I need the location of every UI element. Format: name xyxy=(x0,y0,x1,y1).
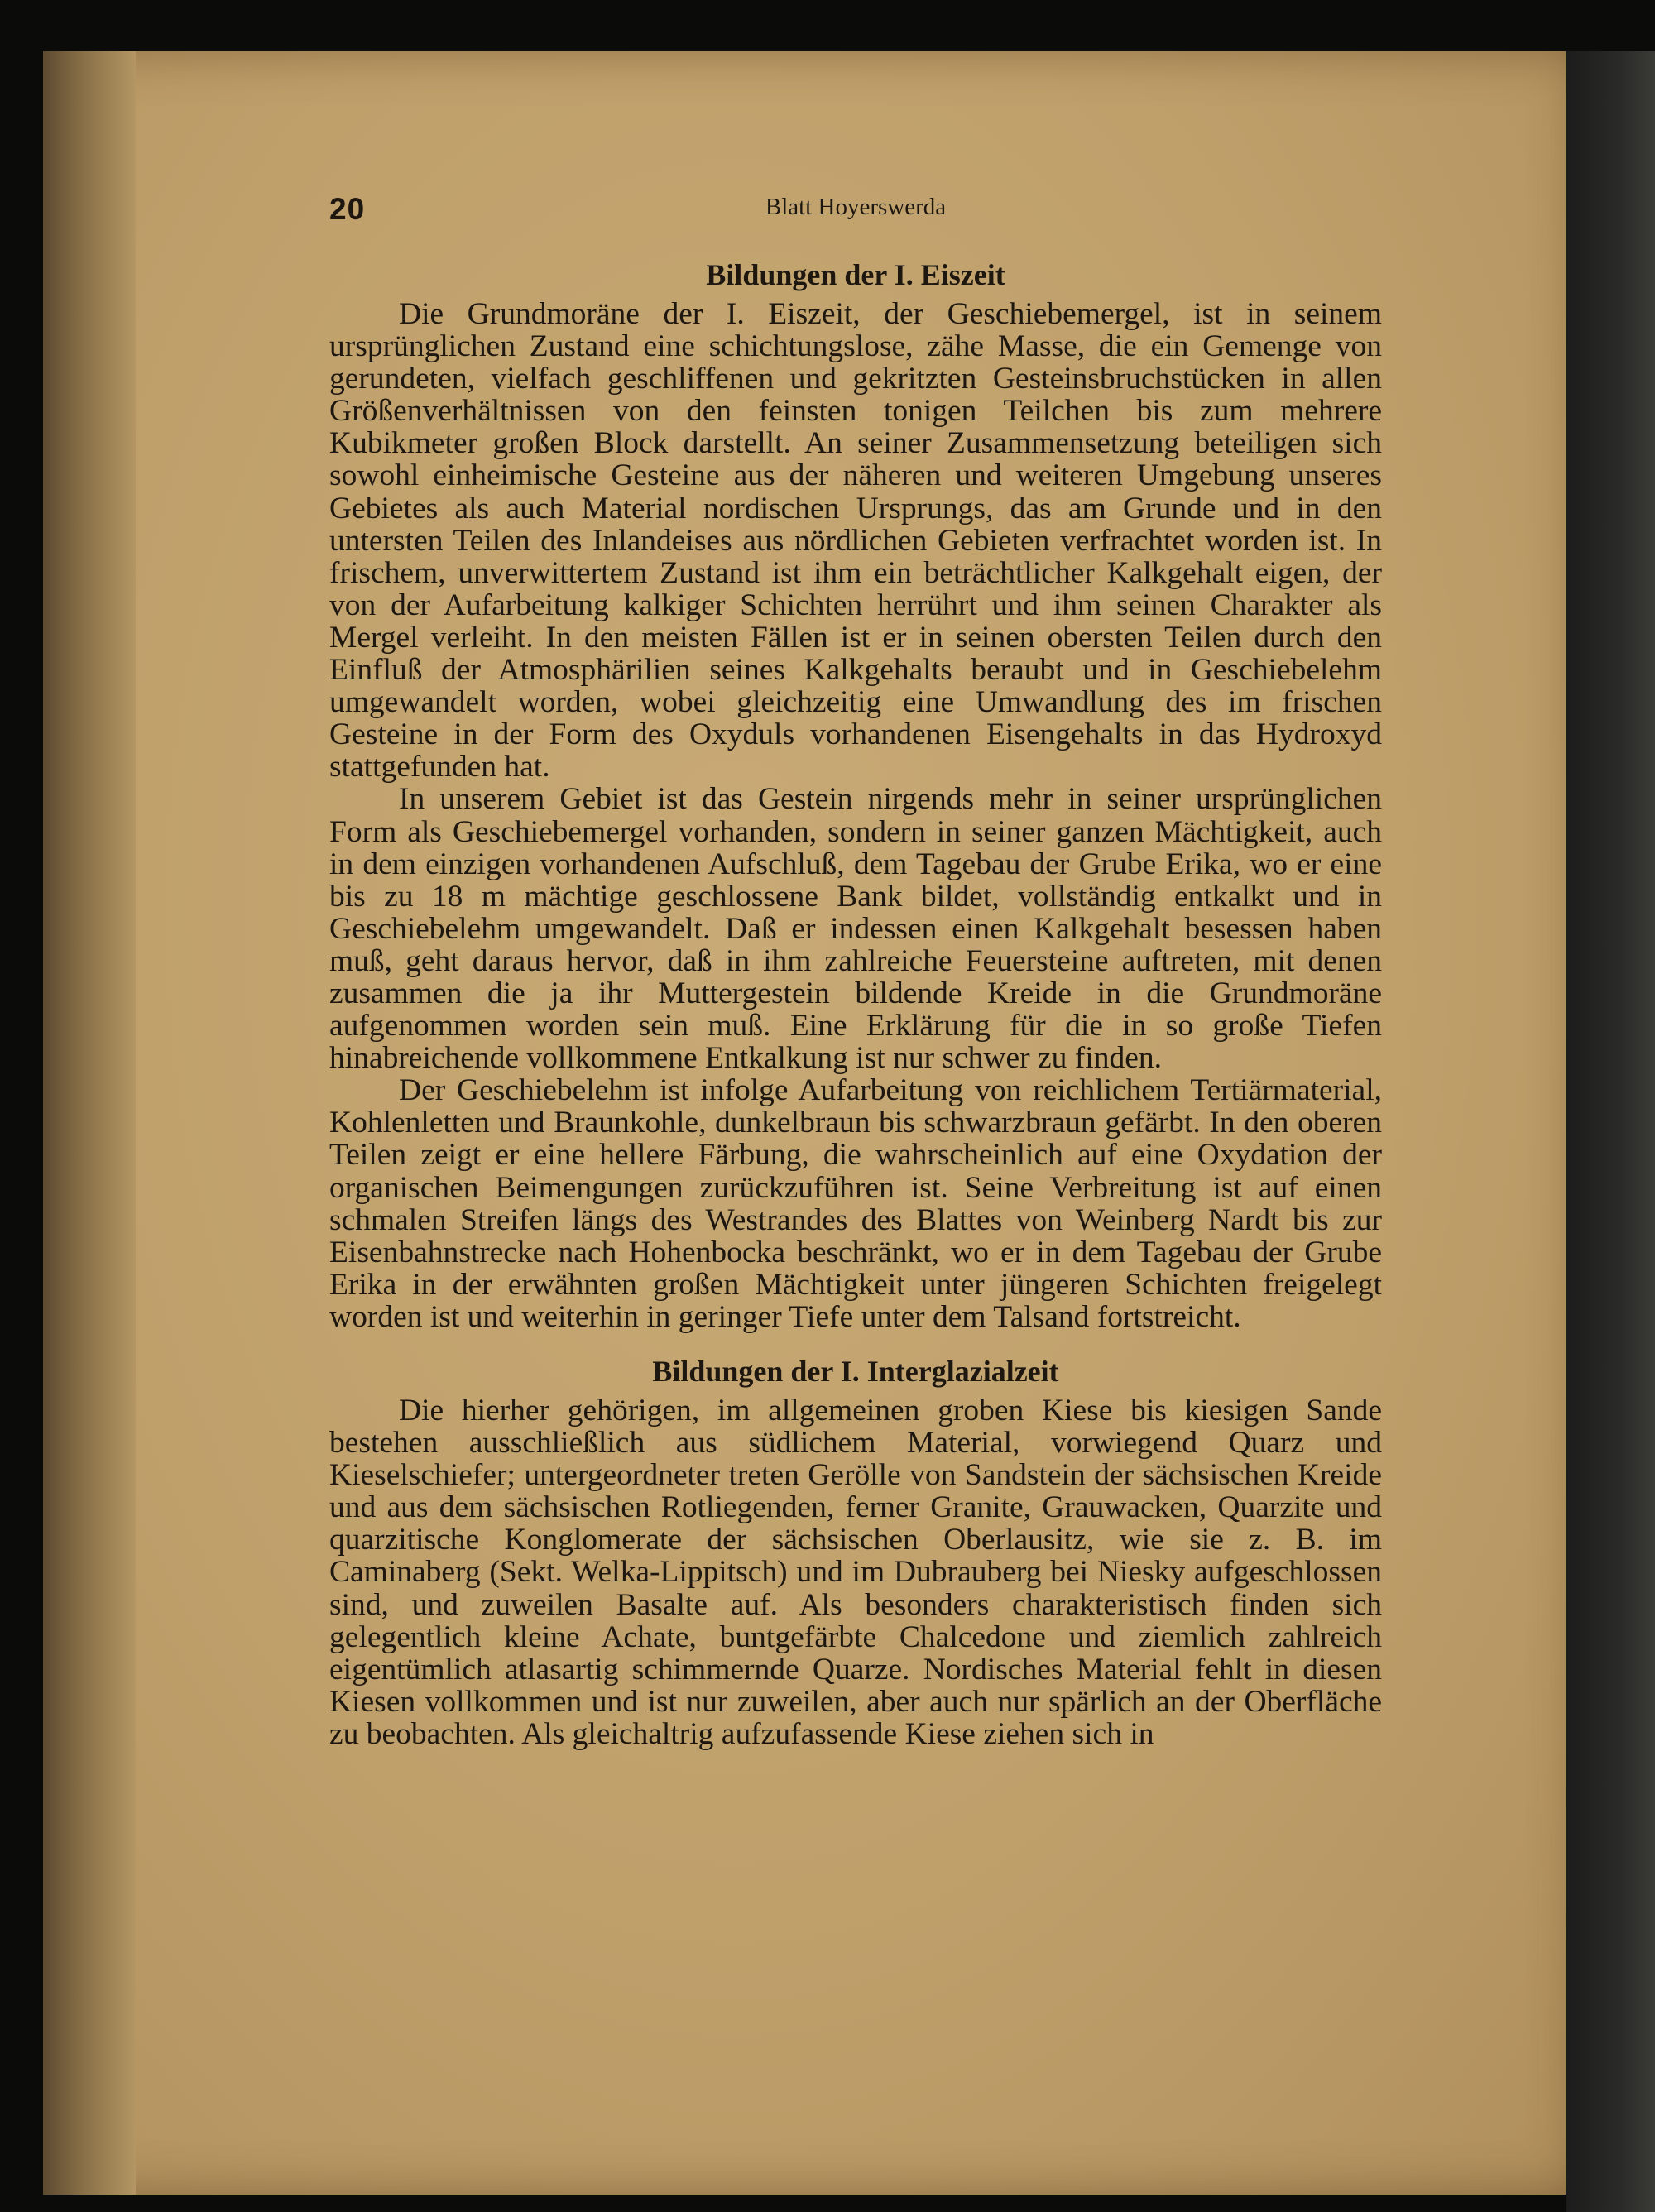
paragraph: Die hierher gehörigen, im allgemeinen groben Kiese bis kiesigen Sande bestehen ausschließlich aus südlichem Material, vorwiegend Quarz und Kieselschiefer; untergeordneter treten Gerölle von Sandstein der sächsischen Kreide und aus dem sächsischen Rotliegenden, ferner Granite, Grauwacken, Quarzite und quarzitische Konglomerate der sächsischen Oberlausitz, wie sie z. B. im Caminaberg (Sekt. Welka-Lippitsch) und im Dubrauberg bei Niesky aufgeschlossen sind, und zuweilen Basalte auf. Als besonders charakteristisch finden sich gelegentlich kleine Achate, buntgefärbte Chalcedone und ziemlich zahlreich eigentümlich atlasartig schimmernde Quarze. Nordisches Material fehlt in diesen Kiesen vollkommen und ist nur zuweilen, aber auch nur spärlich an der Oberfläche zu beobachten. Als gleichaltrig aufzufassende Kiese ziehen sich in xyxy=(329,1394,1382,1751)
section-spacer xyxy=(329,1333,1382,1341)
section-first-ice-age xyxy=(329,255,1382,1333)
facing-page-edge xyxy=(1566,51,1655,2212)
section-heading: Bildungen der I. Eiszeit xyxy=(706,258,1005,291)
section-first-interglacial xyxy=(329,1351,1382,1750)
paragraph: Der Geschiebelehm ist infolge Aufarbeitung von reichlichem Tertiärmaterial, Kohlenletten und Braunkohle, dunkelbraun bis schwarzbraun gefärbt. In den oberen Teilen zeigt er eine hellere Färbung, die wahrscheinlich auf eine Oxydation der organischen Beimengungen zurückzuführen ist. Seine Verbreitung ist auf einen schmalen Streifen längs des Westrandes des Blattes von Weinberg Nardt bis zur Eisenbahnstrecke nach Hohenbocka beschränkt, wo er in dem Tagebau der Grube Erika in der erwähnten großen Mächtigkeit unter jüngeren Schichten freigelegt worden ist und weiterhin in geringer Tiefe unter dem Talsand fortstreicht. xyxy=(329,1073,1382,1334)
page-gutter xyxy=(43,51,136,2195)
page-content xyxy=(329,192,1382,1750)
section-heading: Bildungen der I. Interglazialzeit xyxy=(652,1355,1059,1388)
paragraph: In unserem Gebiet ist das Gestein nirgends mehr in seiner ursprünglichen Form als Geschiebemergel vorhanden, sondern in seiner ganzen Mächtigkeit, auch in dem einzigen vorhandenen Aufschluß, dem Tagebau der Grube Erika, wo er eine bis zu 18 m mächtige geschlossene Bank bildet, vollständig entkalkt und in Geschiebelehm umgewandelt. Daß er indessen einen Kalkgehalt besessen haben muß, geht daraus hervor, daß in ihm zahlreiche Feuersteine auftreten, mit denen zusammen die ja ihr Muttergestein bildende Kreide in die Grundmoräne aufgenommen worden sein muß. Eine Erklärung für die in so große Tiefen hinabreichende vollkommene Entkalkung ist nur schwer zu finden. xyxy=(329,782,1382,1076)
running-title: Blatt Hoyerswerda xyxy=(765,194,947,220)
running-head xyxy=(329,192,1382,245)
page-number: 20 xyxy=(329,192,366,226)
paragraph: Die Grundmoräne der I. Eiszeit, der Geschiebemergel, ist in seinem ursprünglichen Zustand eine schichtungslose, zähe Masse, die ein Gemenge von gerundeten, vielfach geschliffenen und gekritzten Gesteinsbruchstücken in allen Größenverhältnissen von den feinsten tonigen Teilchen bis zum mehrere Kubikmeter großen Block darstellt. An seiner Zusammensetzung beteiligen sich sowohl einheimische Gesteine aus der näheren und weiteren Umgebung unseres Gebietes als auch Material nordischen Ursprungs, das am Grunde und in den untersten Teilen des Inlandeises aus nördlichen Gebieten verfrachtet worden ist. In frischem, unverwittertem Zustand ist ihm ein beträchtlicher Kalkgehalt eigen, der von der Aufarbeitung kalkiger Schichten herrührt und ihm seinen Charakter als Mergel verleiht. In den meisten Fällen ist er in seinen obersten Teilen durch den Einfluß der Atmosphärilien seines Kalkgehalts beraubt und in Geschiebelehm umgewandelt worden, wobei gleichzeitig eine Umwandlung des im frischen Gesteine in der Form des Oxyduls vorhandenen Eisengehalts in das Hydroxyd stattgefunden hat. xyxy=(329,297,1382,785)
